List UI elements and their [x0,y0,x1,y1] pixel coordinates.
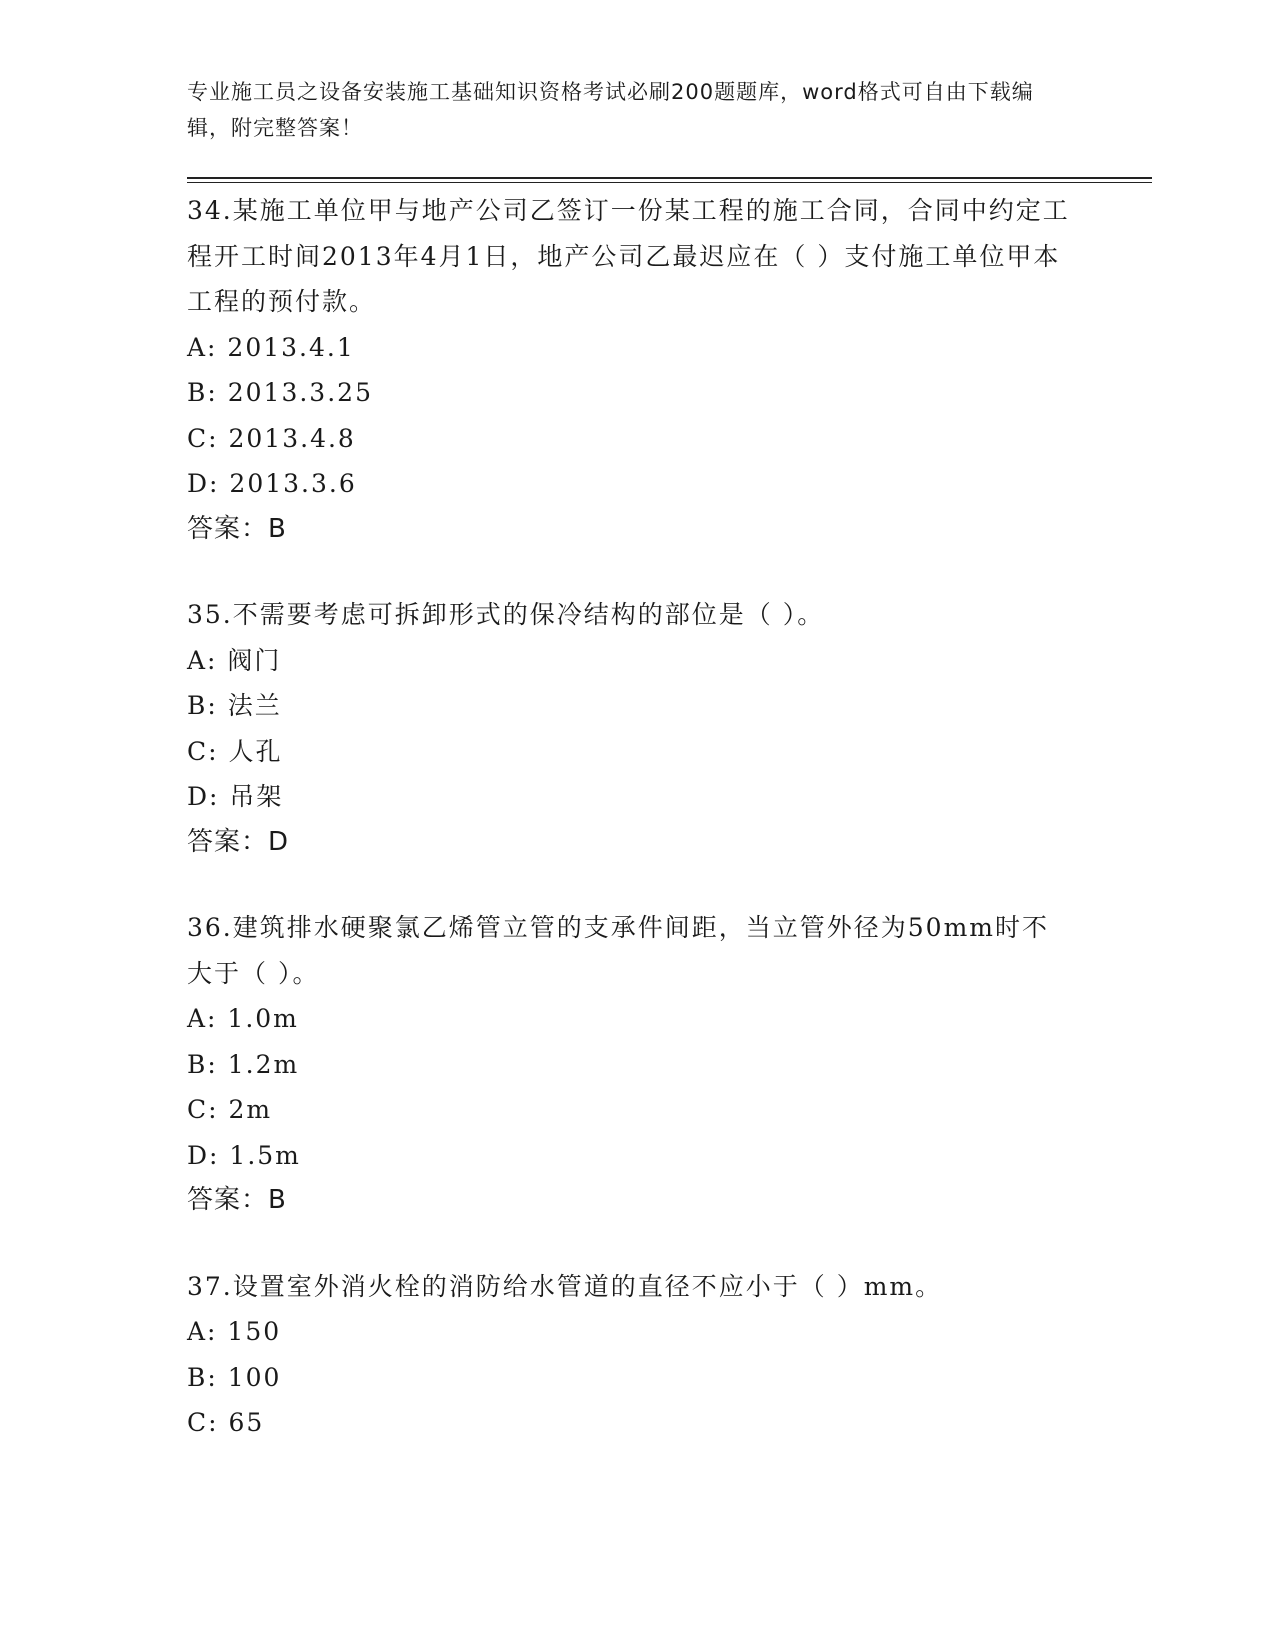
document-header: 专业施工员之设备安装施工基础知识资格考试必刷200题题库，word格式可自由下载编辑，附完整答案！ [187,80,1034,140]
option-d: D: 吊架 [187,782,284,811]
option-c: C: 人孔 [187,736,283,766]
option-b: B: 1.2m [187,1049,300,1079]
header-divider [187,177,1152,179]
question-stem: 35.不需要考虑可拆卸形式的保冷结构的部位是（ ）。 [187,600,825,629]
option-d: D: 1.5m [187,1140,301,1170]
answer: 答案：D [187,826,290,857]
question-stem: 34.某施工单位甲与地产公司乙签订一份某工程的施工合同，合同中约定工程开工时间2013年4月1日，地产公司乙最迟应在（ ）支付施工单位甲本工程的预付款。 [187,196,1070,316]
option-d: D: 2013.3.6 [187,469,357,498]
option-b: B: 2013.3.25 [187,378,373,407]
question-37 [187,1264,1087,1446]
question-34 [187,188,1087,552]
option-c: C: 65 [187,1408,265,1437]
option-a: A: 阀门 [187,645,282,675]
option-c: C: 2013.4.8 [187,423,356,453]
option-a: A: 1.0m [187,1004,299,1033]
question-stem: 37.设置室外消火栓的消防给水管道的直径不应小于（ ）mm。 [187,1271,943,1301]
header-divider-thin [187,182,1152,183]
option-a: A: 2013.4.1 [187,332,355,362]
answer: 答案：B [187,1185,287,1215]
option-b: B: 100 [187,1362,282,1392]
question-list [187,188,1087,1486]
question-36 [187,905,1087,1224]
option-a: A: 150 [187,1317,282,1346]
option-b: B: 法兰 [187,691,282,720]
question-stem: 36.建筑排水硬聚氯乙烯管立管的支承件间距，当立管外径为50mm时不大于（ ）。 [187,913,1049,988]
question-35 [187,592,1087,865]
option-c: C: 2m [187,1095,273,1124]
answer: 答案：B [187,513,287,544]
